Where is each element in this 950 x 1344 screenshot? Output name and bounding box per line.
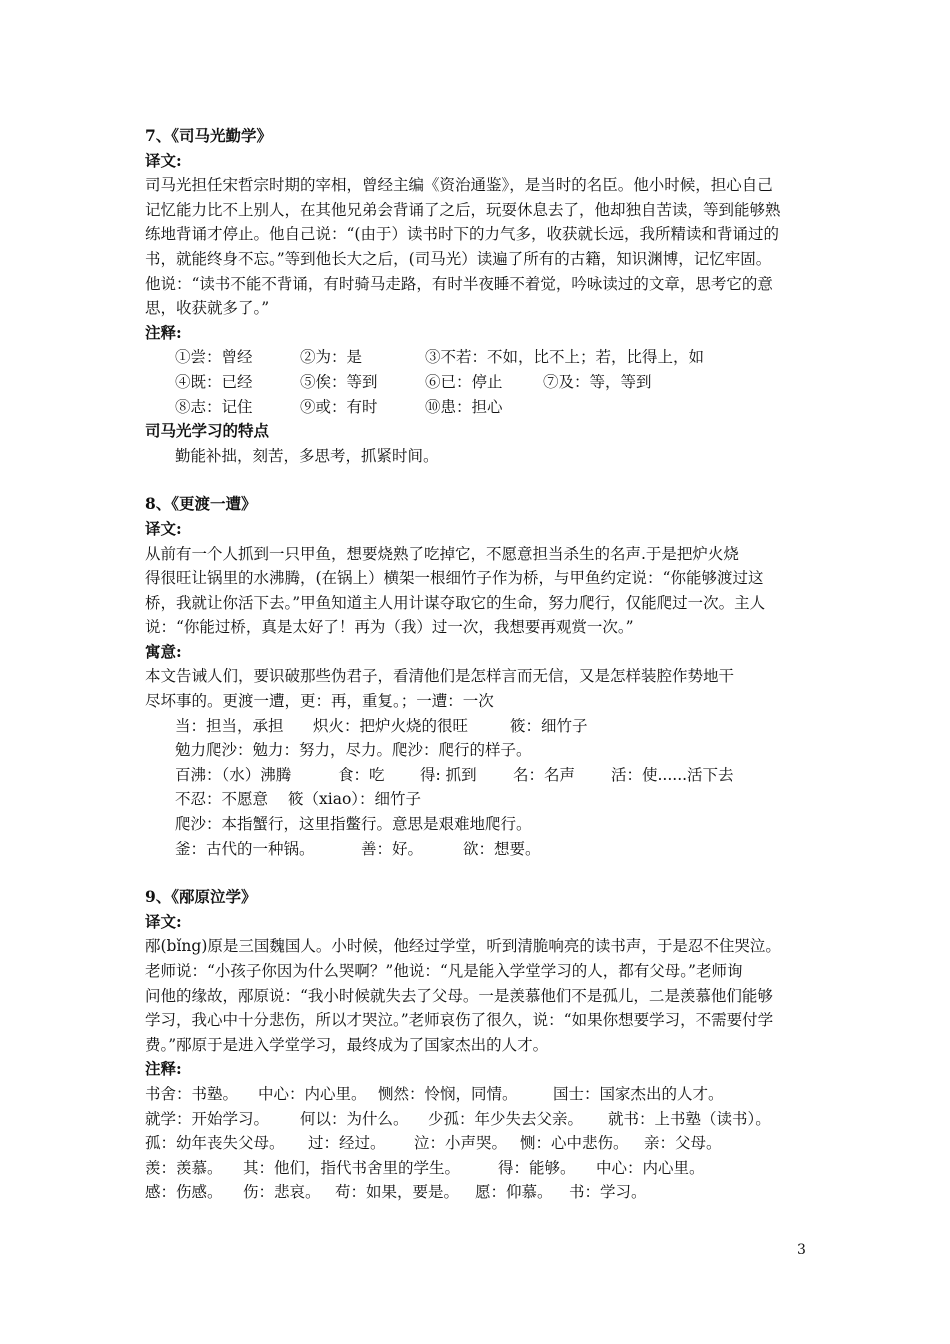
text-line: 尽坏事的。更渡一遭，更：再，重复。；一遭：一次 (145, 692, 494, 711)
text-line: 费。”邴原于是进入学堂学习，最终成为了国家杰出的人才。 (145, 1035, 549, 1054)
note-item: 国士：国家杰出的人才。 (553, 1084, 724, 1103)
section-8-title: 8、《更渡一遭》 (145, 494, 257, 514)
notes-row (145, 714, 815, 739)
note-item: 恻然：怜悯，同情。 (378, 1084, 518, 1103)
notes-row (145, 738, 815, 763)
note-item: 食：吃 (338, 765, 385, 784)
text-line: 老师说：“小孩子你因为什么哭啊？”他说：“凡是能入学堂学习的人，都有父母。”老师询 (145, 962, 743, 980)
section-gap (145, 468, 815, 492)
note-item: 恻：心中悲伤。 (520, 1134, 629, 1153)
text-line: 记忆能力比不上别人，在其他兄弟会背诵了之后，玩耍休息去了，他却独自苦读，等到能够熟 (145, 200, 781, 219)
notes-row (145, 1180, 815, 1205)
section-9-title: 9、《邴原泣学》 (145, 887, 257, 907)
notes-row (145, 837, 815, 862)
section-9-notes-label: 注释: (145, 1059, 182, 1079)
text-line: 书，就能终身不忘。”等到他长大之后，(司马光）读遍了所有的古籍，知识渊博，记忆牢固。 (145, 249, 772, 268)
note-item: ⑧志：记住 (175, 397, 253, 416)
note-item: 孤：幼年丧失父母。 (145, 1134, 285, 1153)
section-8-translation (145, 542, 815, 640)
note-item: 少孤：年少失去父亲。 (428, 1109, 584, 1128)
text-line: 邴(bǐng)原是三国魏国人。小时候，他经过学堂，听到清脆响亮的读书声，于是忍不住哭泣。 (145, 937, 781, 956)
section-7-notes-label: 注释: (145, 322, 182, 342)
note-item: 愿：仰慕。 (475, 1183, 553, 1202)
note-item: ②为：是 (300, 348, 363, 367)
note-item: 勉力爬沙：勉力：努力，尽力。爬沙：爬行的样子。 (175, 741, 532, 760)
note-item: 伤：悲哀。 (243, 1183, 321, 1202)
note-item: ⑥已：停止 (425, 372, 503, 391)
section-7-title: 7、《司马光勤学》 (145, 126, 273, 145)
note-item: 筱：细竹子 (510, 716, 588, 735)
text-line: 练地背诵才停止。他自己说：“(由于）读书时下的力气多，收获就长远，我所精读和背诵过的 (145, 225, 779, 244)
text-line: 学习，我心中十分悲伤，所以才哭泣。”老师哀伤了很久，说：“如果你想要学习，不需要付学 (145, 1011, 774, 1030)
notes-row (145, 1156, 815, 1181)
text-line: 从前有一个人抓到一只甲鱼，想要烧熟了吃掉它，不愿意担当杀生的名声.于是把炉火烧 (145, 544, 739, 563)
notes-row (145, 1131, 815, 1156)
text-line: 问他的缘故，邴原说：“我小时候就失去了父母。一是羡慕他们不是孤儿，二是羡慕他们能够 (145, 986, 773, 1005)
notes-row (145, 345, 815, 370)
section-7-translation (145, 173, 815, 321)
notes-row (145, 812, 815, 837)
note-item: 何以：为什么。 (300, 1109, 409, 1128)
section-7-feature-label: 司马光学习的特点 (145, 421, 270, 441)
note-item: 书：学习。 (569, 1183, 647, 1202)
note-item: 就学：开始学习。 (145, 1109, 270, 1128)
text-line: 他说：“读书不能不背诵，有时骑马走路，有时半夜睡不着觉，吟咏读过的文章，思考它的意 (145, 274, 773, 293)
section-8-translation-label: 译文: (145, 518, 182, 538)
text-line: 得很旺让锅里的水沸腾，(在锅上）横架一根细竹子作为桥，与甲鱼约定说：“你能够渡过这 (145, 569, 764, 588)
section-7-notes (145, 345, 815, 419)
note-item: 羡：羡慕。 (145, 1158, 223, 1177)
note-item: 百沸：（水）沸腾 (175, 765, 292, 784)
note-item: 活：使......活下去 (611, 765, 734, 784)
section-7-translation-label: 译文: (145, 150, 182, 170)
text-line: 本文告诫人们，要识破那些伪君子，看清他们是怎样言而无信，又是怎样装腔作势地干 (145, 667, 735, 686)
section-gap (145, 861, 815, 885)
notes-row (145, 763, 815, 788)
note-item: 筱（xiao）：细竹子 (288, 790, 422, 809)
note-item: 欲：想要。 (463, 839, 541, 858)
notes-row (145, 370, 815, 395)
section-8-moral (145, 664, 815, 713)
text-line: 桥，我就让你活下去。”甲鱼知道主人用计谋夺取它的生命，努力爬行，仅能爬过一次。主人 (145, 593, 766, 612)
notes-row (145, 395, 815, 420)
note-item: 不忍：不愿意 (175, 790, 269, 809)
note-item: 名：名声 (513, 765, 576, 784)
note-item: 善：好。 (361, 839, 424, 858)
note-item: 苟：如果，要是。 (335, 1183, 460, 1202)
note-item: ⑦及：等，等到 (543, 372, 652, 391)
note-item: 泣：小声哭。 (414, 1134, 508, 1153)
notes-row (145, 787, 815, 812)
note-item: 感：伤感。 (145, 1183, 223, 1202)
note-item: 得：能够。 (498, 1158, 576, 1177)
note-item: 爬沙：本指蟹行，这里指鳖行。意思是艰难地爬行。 (175, 815, 532, 834)
page-number: 3 (797, 1242, 806, 1258)
note-item: 其：他们，指代书舍里的学生。 (243, 1158, 461, 1177)
note-item: 书舍：书塾。 (145, 1084, 239, 1103)
section-7-feature-text: 勤能补拙，刻苦，多思考，抓紧时间。 (175, 446, 439, 465)
note-item: 炽火：把炉火烧的很旺 (313, 716, 469, 735)
section-8-moral-label: 寓意: (145, 641, 182, 661)
notes-row (145, 1082, 815, 1107)
notes-row (145, 1107, 815, 1132)
section-9-translation-label: 译文: (145, 911, 182, 931)
page-body (145, 124, 815, 1205)
section-9-translation (145, 934, 815, 1057)
note-item: ⑩患：担心 (425, 397, 503, 416)
note-item: 得: 抓到 (420, 765, 477, 784)
note-item: 中心：内心里。 (596, 1158, 705, 1177)
note-item: 当：担当，承担 (175, 716, 284, 735)
section-9-notes (145, 1082, 815, 1205)
section-8-notes (145, 714, 815, 862)
note-item: ③不若：不如，比不上；若，比得上，如 (425, 348, 705, 367)
note-item: ①尝：曾经 (175, 348, 253, 367)
note-item: ⑨或：有时 (300, 397, 378, 416)
note-item: ④既：已经 (175, 372, 253, 391)
note-item: 亲：父母。 (644, 1134, 722, 1153)
note-item: ⑤俟：等到 (300, 372, 378, 391)
text-line: 说：“你能过桥，真是太好了！再为（我）过一次，我想要再观赏一次。” (145, 618, 634, 637)
note-item: 中心：内心里。 (258, 1084, 367, 1103)
text-line: 司马光担任宋哲宗时期的宰相，曾经主编《资治通鉴》，是当时的名臣。他小时候，担心自己 (145, 176, 773, 195)
note-item: 釜：古代的一种锅。 (175, 839, 315, 858)
text-line: 思，收获就多了。” (145, 299, 270, 318)
note-item: 就书：上书塾（读书）。 (608, 1109, 771, 1128)
note-item: 过：经过。 (308, 1134, 386, 1153)
